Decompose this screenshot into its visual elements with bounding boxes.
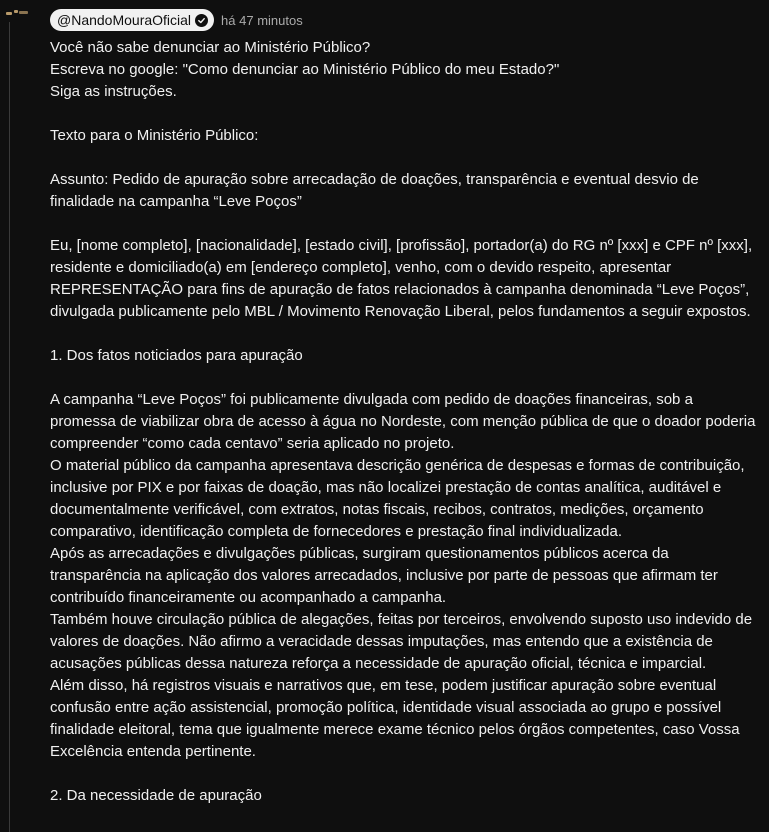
blank-line xyxy=(50,323,762,345)
blank-line xyxy=(50,763,762,785)
comment-paragraph: Siga as instruções. xyxy=(50,83,177,100)
verified-badge-icon xyxy=(195,14,208,27)
author-name[interactable]: @NandoMouraOficial xyxy=(57,12,192,28)
comment-paragraph: Escreva no google: "Como denunciar ao Ministério Público do meu Estado?" xyxy=(50,61,560,78)
comment-paragraph: Após as arrecadações e divulgações públicas, surgiram questionamentos públicos acerca da transparência na aplicação dos valores arrecadados, inclusive por parte de pessoas que afirmam ter contribuído financeiramente ou acompanhado a campanha. xyxy=(50,545,718,606)
comment-paragraph: Assunto: Pedido de apuração sobre arrecadação de doações, transparência e eventual desvio de finalidade na campanha “Leve Poços” xyxy=(50,171,699,210)
comment-text xyxy=(50,37,762,807)
comment-paragraph: A campanha “Leve Poços” foi publicamente divulgada com pedido de doações financeiras, sob a promessa de viabilizar obra de acesso à água no Nordeste, com menção pública de que o doador poderia compreender “como cada centavo” seria aplicado no projeto. xyxy=(50,391,756,452)
avatar[interactable] xyxy=(5,9,29,17)
author-chip[interactable] xyxy=(50,9,214,31)
comment-paragraph: Texto para o Ministério Público: xyxy=(50,127,259,144)
comment-timestamp[interactable]: há 47 minutos xyxy=(221,12,303,28)
comment-header xyxy=(50,9,762,31)
comment-paragraph: 2. Da necessidade de apuração xyxy=(50,787,262,804)
blank-line xyxy=(50,103,762,125)
blank-line xyxy=(50,367,762,389)
comment-paragraph: Além disso, há registros visuais e narrativos que, em tese, podem justificar apuração sobre eventual confusão entre ação assistencial, promoção política, identidade visual associada ao grupo e possível finalidade eleitoral, tema que igualmente merece exame técnico pelos órgãos competentes, caso Vossa Excelência entenda pertinente. xyxy=(50,677,740,760)
comment-paragraph: 1. Dos fatos noticiados para apuração xyxy=(50,347,303,364)
blank-line xyxy=(50,147,762,169)
comment-paragraph: Você não sabe denunciar ao Ministério Público? xyxy=(50,39,371,56)
comment-paragraph: Também houve circulação pública de alegações, feitas por terceiros, envolvendo suposto uso indevido de valores de doações. Não afirmo a veracidade dessas imputações, mas entendo que a existência de acusações públicas dessa natureza reforça a necessidade de apuração oficial, técnica e imparcial. xyxy=(50,611,753,672)
comment-paragraph: Eu, [nome completo], [nacionalidade], [estado civil], [profissão], portador(a) do RG nº [xxx] e CPF nº [xxx], residente e domiciliado(a) em [endereço completo], venho, com o devido respeito, apresentar REPRESENTAÇÃO para fins de apuração de fatos relacionados à campanha denominada “Leve Poços”, divulgada publicamente pelo MBL / Movimento Renovação Liberal, pelos fundamentos a seguir expostos. xyxy=(50,237,753,320)
reply-thread-line xyxy=(9,22,10,832)
comment-paragraph: O material público da campanha apresentava descrição genérica de despesas e formas de contribuição, inclusive por PIX e por faixas de doação, mas não localizei prestação de contas analítica, auditável e documentalmente verificável, com extratos, notas fiscais, recibos, contratos, medições, orçamento comparativo, identificação completa de fornecedores e prestação final individualizada. xyxy=(50,457,745,540)
comment xyxy=(50,9,762,807)
blank-line xyxy=(50,213,762,235)
